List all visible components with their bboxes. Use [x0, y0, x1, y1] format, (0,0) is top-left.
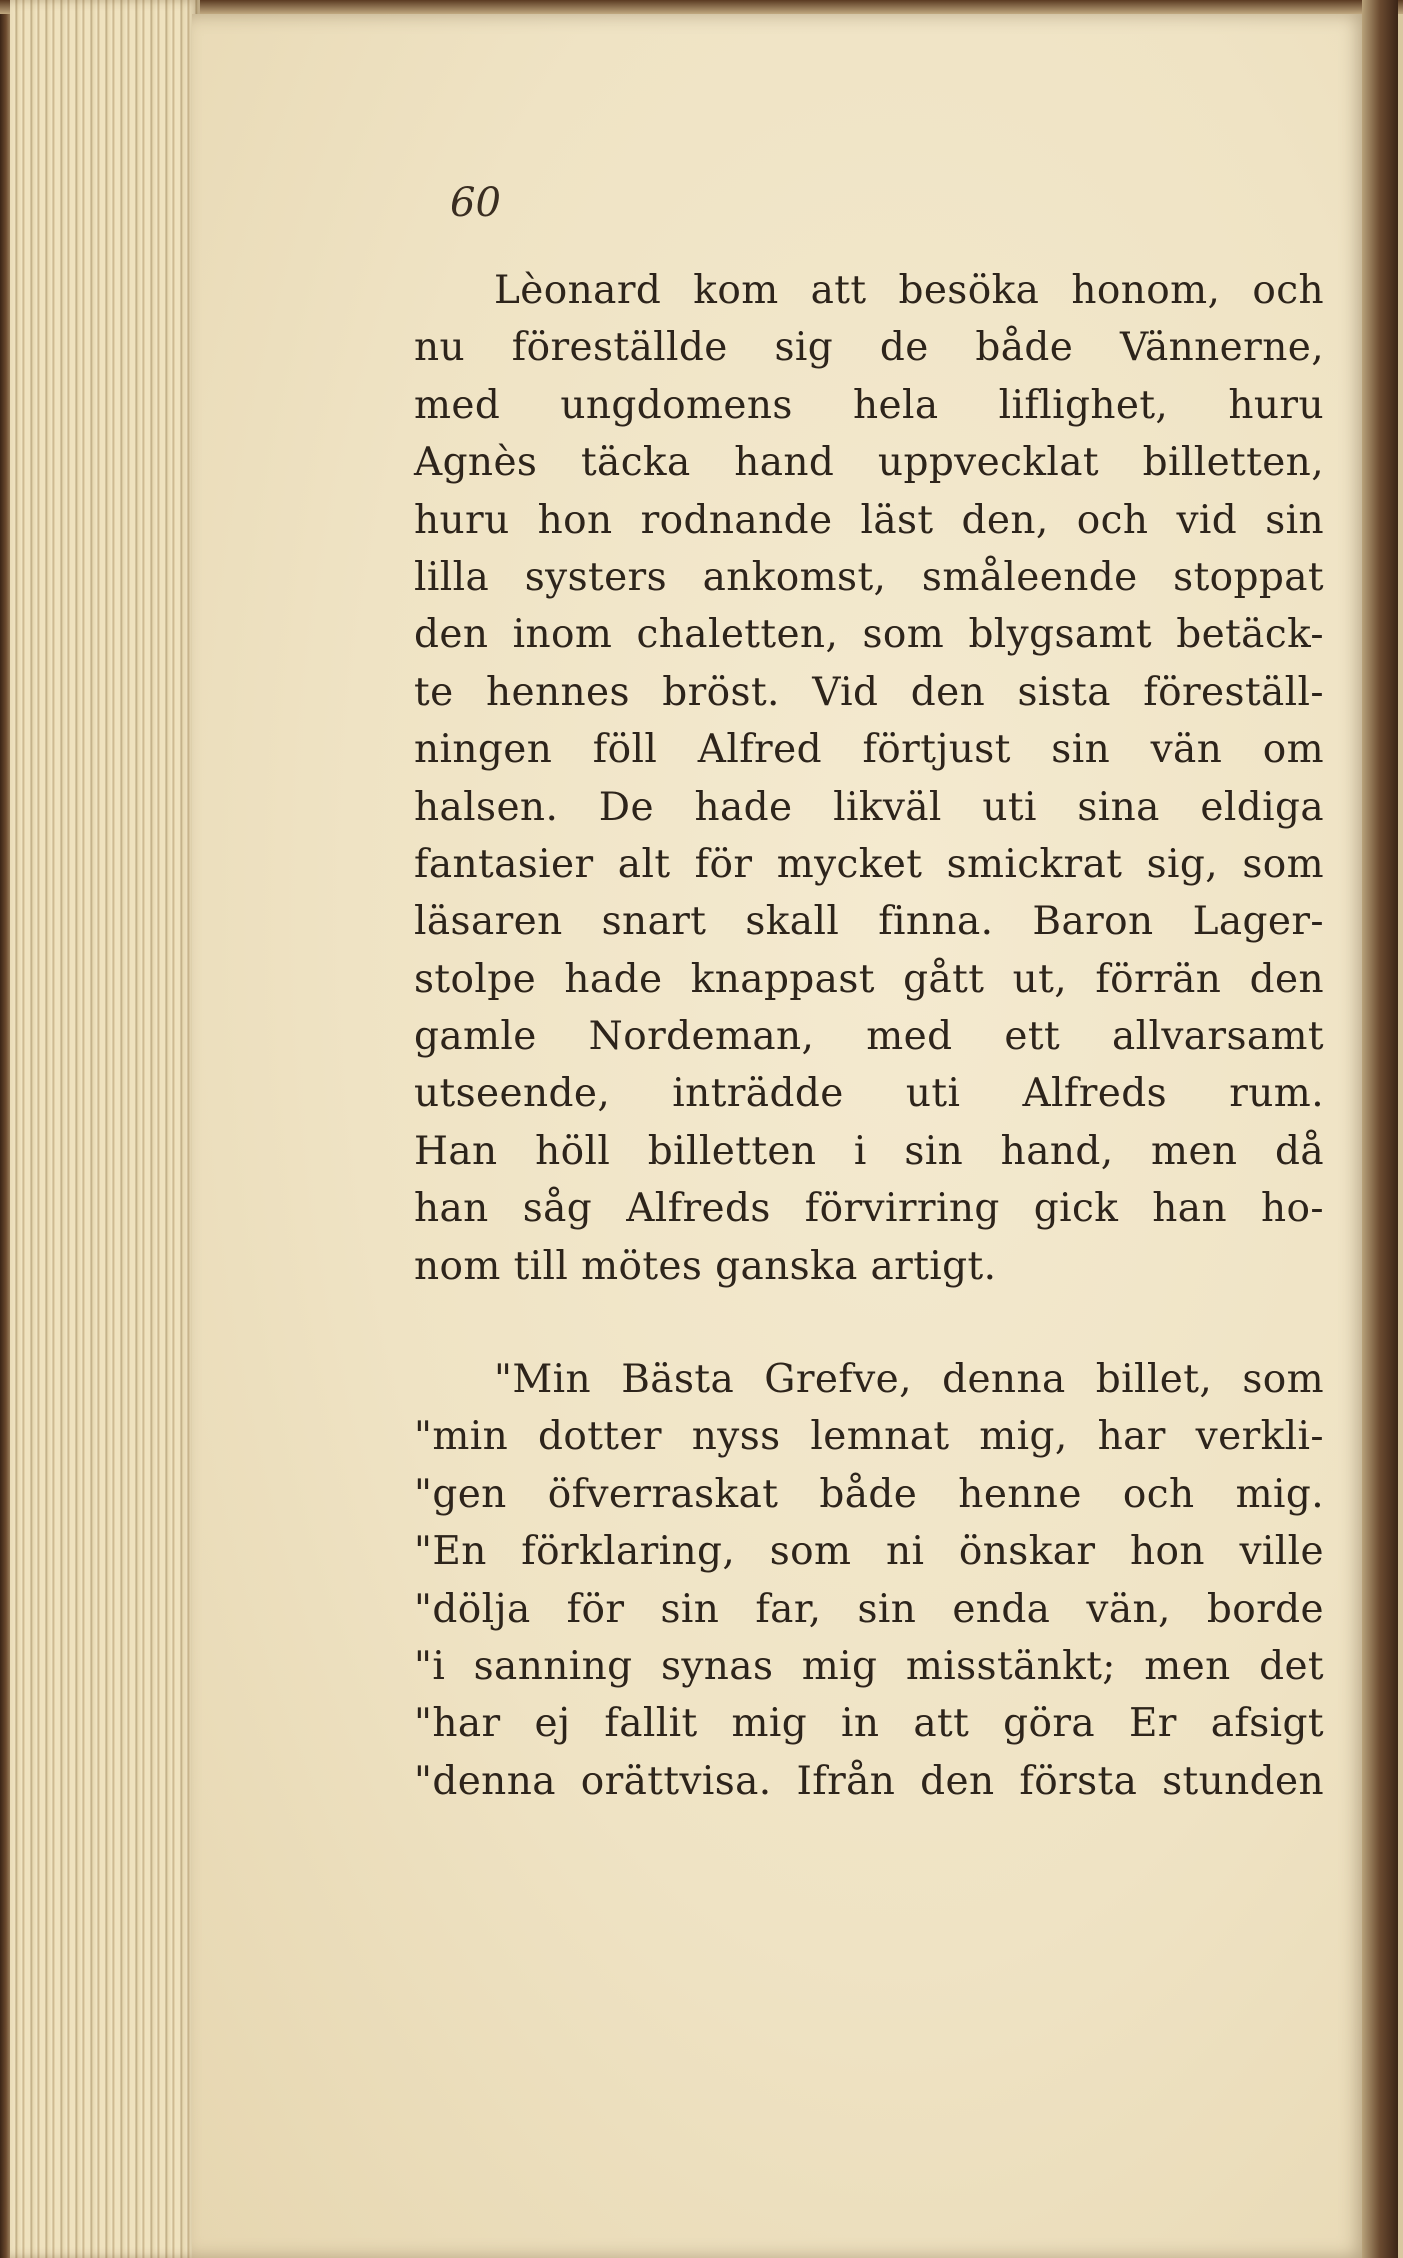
text-line: stolpe hade knappast gått ut, förrän den: [414, 956, 1324, 1002]
paragraph-2: [414, 1351, 1324, 1810]
text-line: "i sanning synas mig misstänkt; men det: [414, 1643, 1324, 1689]
text-line: gamle Nordeman, med ett allvarsamt: [414, 1014, 1324, 1060]
text-line: huru hon rodnande läst den, och vid sin: [414, 497, 1324, 543]
text-line: "min dotter nyss lemnat mig, har verkli-: [414, 1414, 1324, 1460]
text-line: "denna orättvisa. Ifrån den första stunden: [414, 1758, 1324, 1804]
text-line: Agnès täcka hand uppvecklat billetten,: [414, 440, 1324, 486]
text-line: Lèonard kom att besöka honom, och: [494, 268, 1324, 313]
page-number: 60: [450, 180, 501, 226]
text-line: "En förklaring, som ni önskar hon ville: [414, 1529, 1324, 1575]
text-line: Han höll billetten i sin hand, men då: [414, 1128, 1324, 1174]
text-line: nu föreställde sig de både Vännerne,: [414, 325, 1324, 371]
text-line: ningen föll Alfred förtjust sin vän om: [414, 727, 1324, 773]
text-line: "dölja för sin far, sin enda vän, borde: [414, 1586, 1324, 1632]
text-line: lilla systers ankomst, småleende stoppat: [414, 554, 1324, 600]
text-line: "har ej fallit mig in att göra Er afsigt: [414, 1701, 1324, 1747]
text-line: te hennes bröst. Vid den sista föreställ-: [414, 669, 1324, 715]
text-line: den inom chaletten, som blygsamt betäck-: [414, 612, 1324, 658]
text-line: "gen öfverraskat både henne och mig.: [414, 1471, 1324, 1517]
paragraph-1: [414, 262, 1324, 1295]
page-text: [414, 262, 1324, 1810]
text-line: han såg Alfreds förvirring gick han ho-: [414, 1186, 1324, 1232]
text-line: nom till mötes ganska artigt.: [414, 1243, 997, 1289]
paragraph-gap: [414, 1295, 1324, 1351]
page-edges: [10, 0, 200, 2258]
text-line: utseende, inträdde uti Alfreds rum.: [414, 1071, 1324, 1117]
text-line: halsen. De hade likväl uti sina eldiga: [414, 784, 1324, 830]
text-line: läsaren snart skall finna. Baron Lager-: [414, 899, 1324, 945]
text-line: med ungdomens hela liflighet, huru: [414, 382, 1324, 428]
text-line: fantasier alt för mycket smickrat sig, som: [414, 841, 1324, 887]
text-line: "Min Bästa Grefve, denna billet, som: [494, 1357, 1324, 1403]
book-top-edge: [0, 0, 1403, 14]
